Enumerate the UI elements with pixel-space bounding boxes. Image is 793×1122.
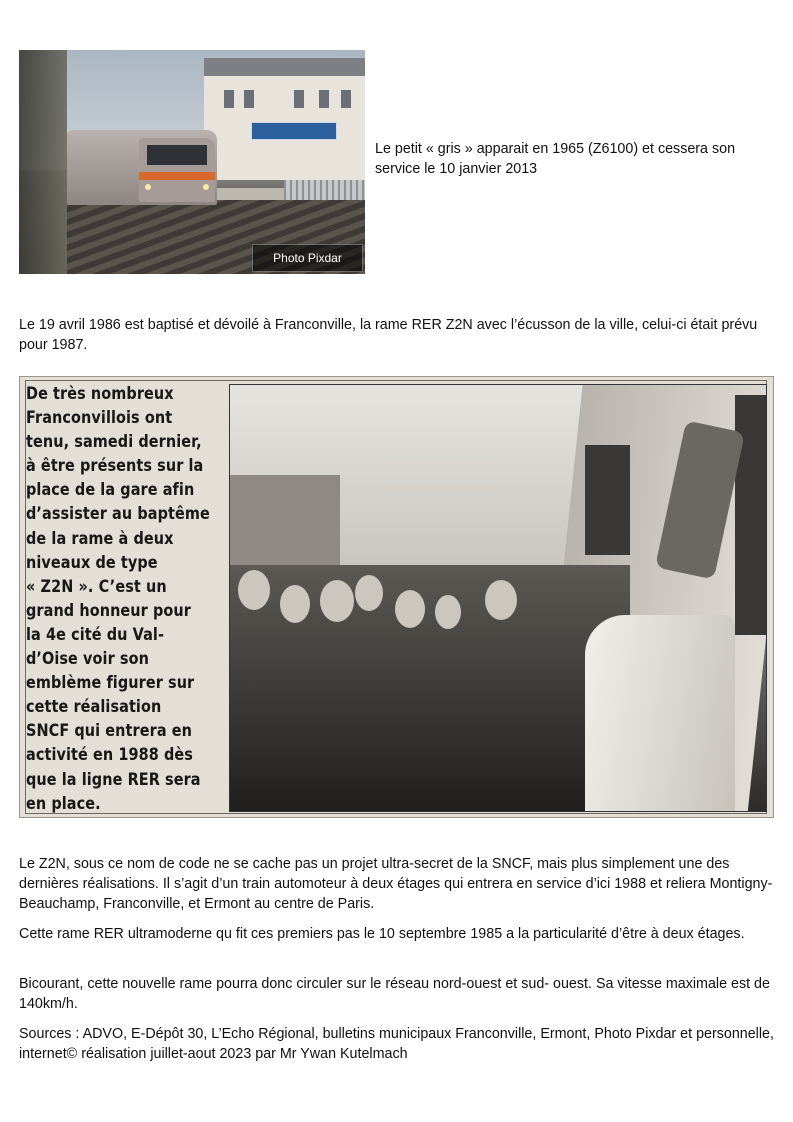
clipping-line: emblème figurer sur [26,673,195,694]
baptism-ceremony-photo [229,384,767,812]
train-window [585,445,630,555]
paragraph-sources: Sources : ADVO, E-Dépôt 30, L’Echo Régional, bulletins municipaux Franconville, Ermont, Photo Pixdar et personnelle, internet© réalisation juillet-aout 2023 par Mr Ywan Kutelmach [19,1026,774,1062]
clipping-line: d’Oise voir son [26,649,149,670]
train-window [735,395,767,635]
person-head [485,580,517,620]
station-window [319,90,329,108]
train-headlight [145,184,151,190]
clipping-line: tenu, samedi dernier, [26,432,202,453]
clipping-line: d’assister au baptême [26,504,210,525]
clipping-line: niveaux de type [26,552,158,573]
clipping-line: SNCF qui entrera en [26,721,192,742]
clipping-line: à être présents sur la [26,456,204,477]
intro-paragraph: Le 19 avril 1986 est baptisé et dévoilé à Franconville, la rame RER Z2N avec l’écusson de la ville, celui-ci était prévu pour 1987. [19,317,758,353]
clipping-line: de la rame à deux [26,528,174,549]
person-head [395,590,425,628]
station-window [341,90,351,108]
unveiling-flag [585,615,735,812]
station-window [224,90,234,108]
train-photo-z6100 [19,50,365,274]
person-head [238,570,270,610]
clipping-line: place de la gare afin [26,480,195,501]
person-head [280,585,310,623]
station-building [204,60,365,180]
paragraph-rame: Cette rame RER ultramoderne qu fit ces premiers pas le 10 septembre 1985 a la particularité d’être à deux étages. [19,926,745,942]
paragraph-z2n: Le Z2N, sous ce nom de code ne se cache pas un projet ultra-secret de la SNCF, mais plus simplement une des dernières réalisations. Il s’agit d’un train automoteur à deux étages qui entrera en service d’ici 1988 et reliera Montigny-Beauchamp, Franconville, et Ermont au centre de Paris. [19,856,773,912]
clipping-line: grand honneur pour [26,600,191,621]
clipping-line: que la ligne RER sera [26,769,201,790]
station-window [244,90,254,108]
clipping-line: « Z2N ». C’est un [26,576,167,597]
photo-tree [19,50,67,274]
train-cab-window [147,145,207,165]
person-head [320,580,354,622]
station-sign [251,122,337,140]
clipping-line: Franconvillois ont [26,408,173,429]
train-stripe [139,172,215,180]
train-headlight [203,184,209,190]
station-roof [204,58,365,76]
clipping-line: la 4e cité du Val- [26,624,165,645]
clipping-line: De très nombreux [26,384,174,404]
clipping-text [26,382,212,812]
photo-caption: Le petit « gris » apparait en 1965 (Z6100) et cessera son service le 10 janvier 2013 [375,141,736,177]
clipping-line: en place. [26,793,101,814]
photo-credit: Photo Pixdar [252,244,363,272]
clipping-line: activité en 1988 dès [26,745,193,766]
station-window [294,90,304,108]
paragraph-bicourant: Bicourant, cette nouvelle rame pourra donc circuler sur le réseau nord-ouest et sud- ouest. Sa vitesse maximale est de 140km/h. [19,976,770,1012]
clipping-line: cette réalisation [26,697,162,718]
person-head [435,595,461,629]
person-head [355,575,383,611]
